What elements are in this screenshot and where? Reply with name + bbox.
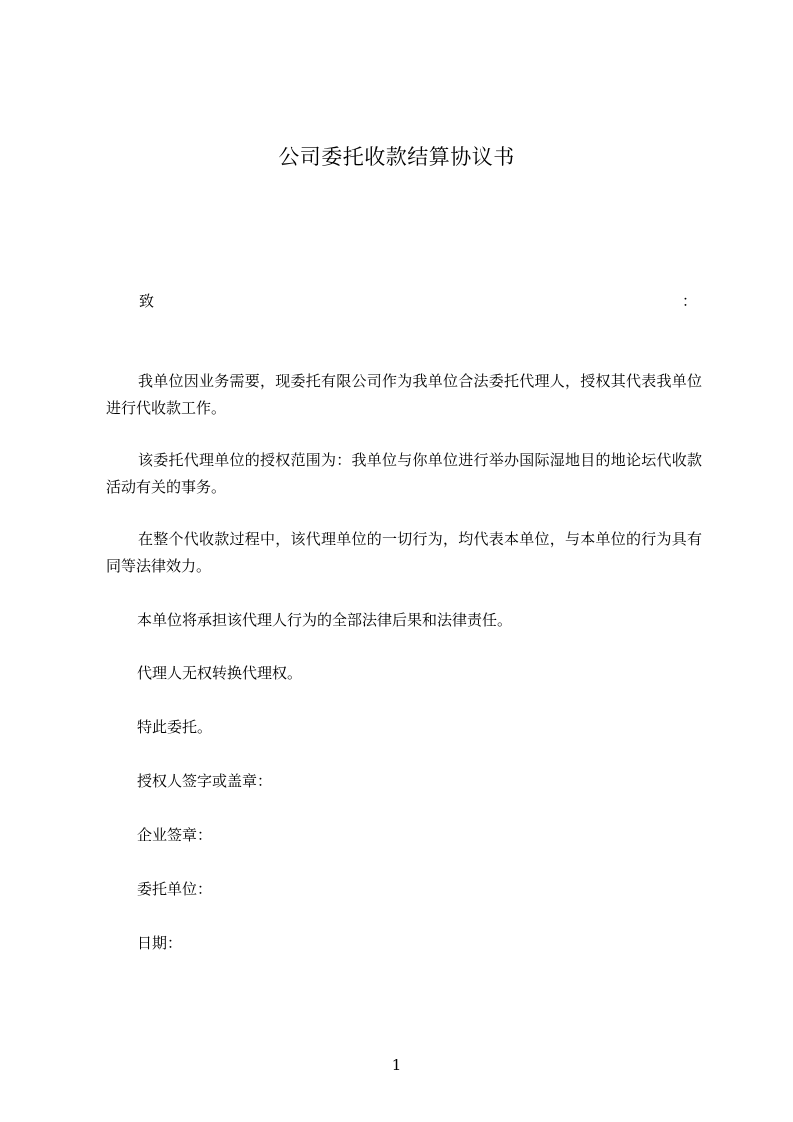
line-signature: 授权人签字或盖章： (137, 772, 273, 790)
line-entrusting-unit: 委托单位： (137, 880, 213, 898)
line-hereby: 特此委托。 (137, 718, 213, 736)
line-liability: 本单位将承担该代理人行为的全部法律后果和法律责任。 (137, 611, 513, 629)
addressee-colon: ： (681, 292, 697, 310)
line-no-transfer: 代理人无权转换代理权。 (137, 664, 303, 682)
line-date: 日期： (137, 934, 183, 952)
paragraph-scope: 该委托代理单位的授权范围为：我单位与你单位进行举办国际湿地目的地论坛代收款活动有关的事务。 (106, 451, 702, 496)
document-title: 公司委托收款结算协议书 (278, 145, 515, 169)
line-company-seal: 企业签章： (137, 826, 213, 844)
paragraph-purpose: 我单位因业务需要，现委托有限公司作为我单位合法委托代理人，授权其代表我单位进行代收款工作。 (106, 372, 702, 417)
paragraph-effect: 在整个代收款过程中，该代理单位的一切行为，均代表本单位，与本单位的行为具有同等法律效力。 (106, 530, 702, 575)
addressee-prefix: 致 (139, 292, 155, 310)
page-number: 1 (391, 1056, 402, 1074)
